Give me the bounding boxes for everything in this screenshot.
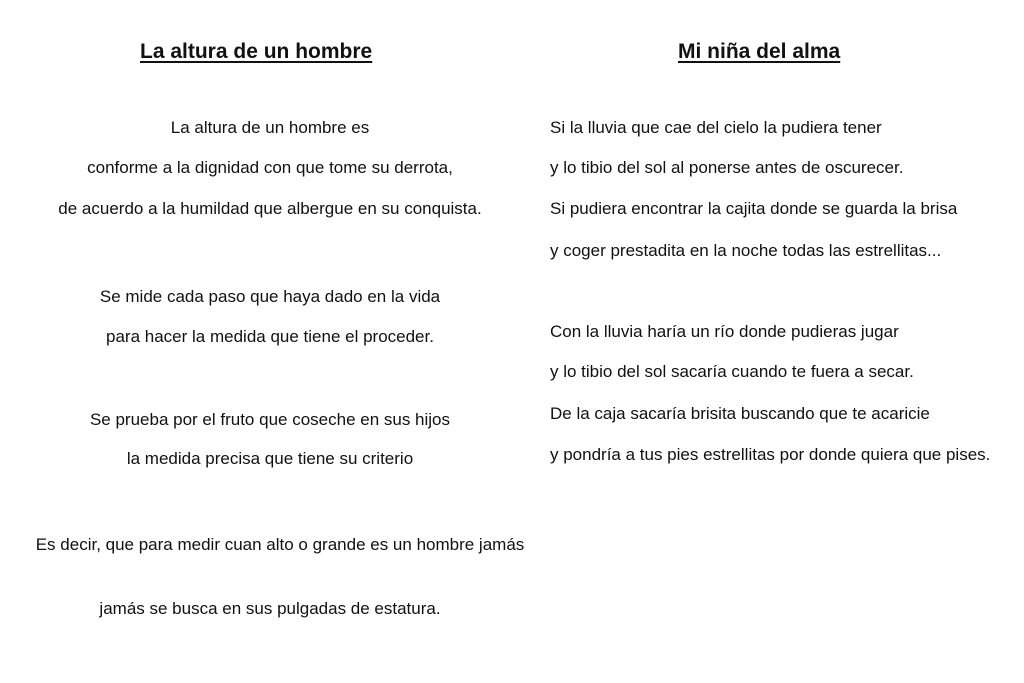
left-poem-line: Se mide cada paso que haya dado en la vida bbox=[99, 287, 441, 306]
left-poem-line: Se prueba por el fruto que coseche en sus hijos bbox=[89, 410, 451, 429]
left-poem-line: de acuerdo a la humildad que albergue en su conquista. bbox=[58, 199, 482, 218]
left-poem-line: la medida precisa que tiene su criterio bbox=[126, 449, 414, 468]
right-poem-line: y lo tibio del sol al ponerse antes de oscurecer. bbox=[550, 158, 904, 177]
left-poem-line: jamás se busca en sus pulgadas de estatura. bbox=[99, 599, 441, 618]
right-poem-line: De la caja sacaría brisita buscando que te acaricie bbox=[550, 404, 930, 423]
left-poem-line: para hacer la medida que tiene el proceder. bbox=[106, 327, 434, 346]
left-poem-line: conforme a la dignidad con que tome su derrota, bbox=[87, 158, 453, 177]
right-poem-title: Mi niña del alma bbox=[678, 40, 841, 63]
right-poem-line: y coger prestadita en la noche todas las estrellitas... bbox=[550, 241, 942, 260]
right-poem-line: Si pudiera encontrar la cajita donde se guarda la brisa bbox=[550, 199, 958, 218]
left-poem-line: La altura de un hombre es bbox=[170, 118, 370, 137]
right-poem-line: Con la lluvia haría un río donde pudieras jugar bbox=[550, 322, 899, 341]
left-poem-title: La altura de un hombre bbox=[140, 40, 373, 63]
right-poem-line: Si la lluvia que cae del cielo la pudiera tener bbox=[550, 118, 882, 137]
left-poem-line: Es decir, que para medir cuan alto o grande es un hombre jamás bbox=[35, 535, 525, 554]
right-poem-line: y lo tibio del sol sacaría cuando te fuera a secar. bbox=[550, 362, 914, 381]
right-poem-line: y pondría a tus pies estrellitas por donde quiera que pises. bbox=[550, 445, 991, 464]
